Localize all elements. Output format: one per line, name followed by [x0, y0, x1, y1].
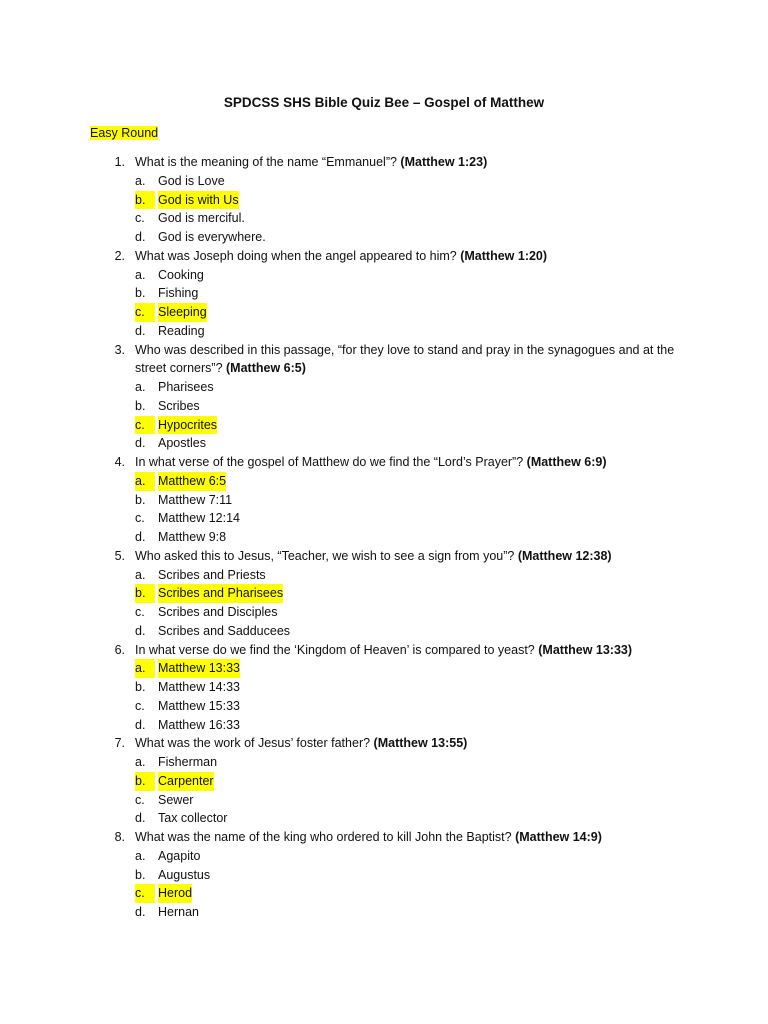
question-item — [0, 153, 768, 172]
option-letter: d. — [135, 230, 146, 244]
section-heading — [90, 124, 158, 142]
answer-option — [0, 622, 768, 641]
answer-option-highlighted — [0, 472, 768, 491]
section-heading-text: Easy Round — [90, 126, 159, 140]
option-text: Tax collector — [158, 811, 228, 826]
question-reference: (Matthew 13:55) — [373, 736, 468, 751]
answer-option — [0, 566, 768, 585]
question-text-wrap — [135, 453, 695, 472]
answer-option — [0, 172, 768, 191]
answer-option-highlighted — [0, 659, 768, 678]
option-text: Herod — [158, 884, 192, 903]
option-letter: a. — [135, 567, 146, 582]
option-letter: a. — [135, 472, 155, 491]
option-text: Fishing — [158, 286, 199, 301]
option-letter: b. — [135, 680, 146, 694]
question-text-wrap — [135, 734, 695, 753]
question-reference: (Matthew 1:23) — [400, 155, 488, 169]
answer-option — [0, 509, 768, 528]
answer-option — [0, 753, 768, 772]
option-letter: c. — [135, 605, 145, 619]
question-text: Who was described in this passage, “for they love to stand and pray in the synagogues and at the street corners”? — [135, 342, 675, 376]
question-item — [0, 247, 768, 266]
option-text: Scribes and Disciples — [158, 605, 278, 619]
option-letter: d. — [135, 717, 146, 732]
option-letter: b. — [135, 286, 146, 301]
answer-option — [0, 266, 768, 285]
option-text: Scribes and Priests — [158, 567, 266, 582]
answer-option — [0, 434, 768, 453]
question-reference: (Matthew 6:5) — [226, 361, 306, 376]
option-text: Apostles — [158, 436, 206, 451]
question-item — [0, 641, 768, 660]
answer-option — [0, 903, 768, 922]
answer-option — [0, 322, 768, 341]
option-letter: c. — [135, 416, 155, 435]
option-text: Pharisees — [158, 380, 214, 394]
option-text: Scribes — [158, 398, 200, 413]
question-reference: (Matthew 6:9) — [526, 455, 607, 469]
answer-option — [0, 397, 768, 416]
question-text: What was Joseph doing when the angel appeared to him? — [135, 248, 457, 263]
question-item — [0, 828, 768, 847]
answer-option — [0, 378, 768, 397]
question-text-wrap — [135, 341, 695, 379]
question-text-wrap — [135, 247, 695, 266]
question-text: What was the work of Jesus’ foster father? — [135, 736, 371, 751]
option-letter: b. — [135, 191, 155, 210]
option-text: Matthew 6:5 — [158, 472, 226, 491]
question-item — [0, 453, 768, 472]
answer-option — [0, 209, 768, 228]
option-letter: c. — [135, 792, 145, 807]
option-letter: d. — [135, 323, 146, 338]
question-reference: (Matthew 13:33) — [538, 642, 633, 657]
answer-option-highlighted — [0, 416, 768, 435]
option-letter: d. — [135, 811, 146, 826]
answer-option-highlighted — [0, 772, 768, 791]
option-text: Sewer — [158, 792, 194, 807]
question-text: In what verse do we find the ‘Kingdom of Heaven’ is compared to yeast? — [135, 642, 535, 657]
option-text: Matthew 7:11 — [158, 492, 233, 507]
question-reference: (Matthew 12:38) — [517, 548, 612, 563]
option-text: Augustus — [158, 867, 211, 882]
option-letter: a. — [135, 267, 146, 282]
question-item — [0, 341, 768, 379]
option-text: Agapito — [158, 848, 201, 863]
option-text: Fisherman — [158, 755, 218, 769]
option-letter: b. — [135, 584, 155, 603]
option-text: Matthew 13:33 — [158, 659, 240, 678]
option-text: Carpenter — [158, 772, 214, 791]
option-letter: d. — [135, 905, 146, 919]
option-text: Cooking — [158, 267, 204, 282]
option-letter: b. — [135, 867, 146, 882]
option-letter: b. — [135, 492, 146, 507]
option-letter: a. — [135, 755, 146, 769]
answer-option — [0, 809, 768, 828]
question-text-wrap — [135, 828, 695, 847]
option-text: God is merciful. — [158, 211, 245, 226]
question-number: 7. — [114, 736, 125, 751]
answer-option — [0, 697, 768, 716]
option-letter: c. — [135, 511, 145, 526]
question-text: Who asked this to Jesus, “Teacher, we wish to see a sign from you”? — [135, 548, 515, 563]
option-letter: a. — [135, 380, 146, 394]
answer-option — [0, 284, 768, 303]
option-letter: d. — [135, 530, 146, 544]
question-text: What is the meaning of the name “Emmanuel”? — [135, 155, 397, 169]
option-text: Reading — [158, 323, 205, 338]
answer-option — [0, 528, 768, 547]
question-text: In what verse of the gospel of Matthew do we find the “Lord’s Prayer”? — [135, 455, 524, 469]
question-number: 5. — [114, 548, 125, 563]
question-reference: (Matthew 14:9) — [515, 830, 602, 844]
option-letter: c. — [135, 211, 145, 226]
option-letter: b. — [135, 772, 155, 791]
option-text: Matthew 9:8 — [158, 530, 227, 544]
question-list — [0, 153, 768, 922]
answer-option — [0, 678, 768, 697]
option-text: Matthew 15:33 — [158, 698, 240, 713]
option-letter: a. — [135, 173, 146, 188]
question-text-wrap — [135, 547, 695, 566]
question-item — [0, 734, 768, 753]
option-text: Scribes and Sadducees — [158, 623, 291, 638]
question-text: What was the name of the king who ordered to kill John the Baptist? — [135, 830, 512, 844]
option-text: Scribes and Pharisees — [158, 584, 283, 603]
question-reference: (Matthew 1:20) — [460, 248, 548, 263]
option-letter: c. — [135, 303, 155, 322]
option-letter: d. — [135, 623, 146, 638]
option-letter: c. — [135, 884, 155, 903]
answer-option — [0, 847, 768, 866]
option-text: God is with Us — [158, 191, 239, 210]
answer-option — [0, 228, 768, 247]
option-text: Hernan — [158, 905, 199, 919]
answer-option — [0, 866, 768, 885]
question-number: 3. — [114, 342, 125, 357]
answer-option — [0, 791, 768, 810]
answer-option-highlighted — [0, 884, 768, 903]
question-item — [0, 547, 768, 566]
answer-option-highlighted — [0, 584, 768, 603]
option-text: Matthew 16:33 — [158, 717, 240, 732]
question-number: 4. — [114, 455, 125, 469]
answer-option — [0, 491, 768, 510]
option-text: Sleeping — [158, 303, 207, 322]
option-letter: b. — [135, 398, 146, 413]
option-letter: d. — [135, 436, 146, 451]
answer-option-highlighted — [0, 303, 768, 322]
question-number: 6. — [114, 642, 125, 657]
question-number: 2. — [114, 248, 125, 263]
option-text: Hypocrites — [158, 416, 217, 435]
option-letter: c. — [135, 698, 145, 713]
question-number: 8. — [114, 830, 125, 844]
answer-option — [0, 716, 768, 735]
option-text: Matthew 14:33 — [158, 680, 240, 694]
question-number: 1. — [114, 155, 125, 169]
option-text: God is Love — [158, 173, 225, 188]
question-text-wrap — [135, 153, 695, 172]
option-text: God is everywhere. — [158, 230, 266, 244]
question-text-wrap — [135, 641, 695, 660]
answer-option — [0, 603, 768, 622]
option-letter: a. — [135, 659, 155, 678]
page-title: SPDCSS SHS Bible Quiz Bee – Gospel of Matthew — [223, 95, 545, 110]
answer-option-highlighted — [0, 191, 768, 210]
option-text: Matthew 12:14 — [158, 511, 240, 526]
option-letter: a. — [135, 848, 146, 863]
